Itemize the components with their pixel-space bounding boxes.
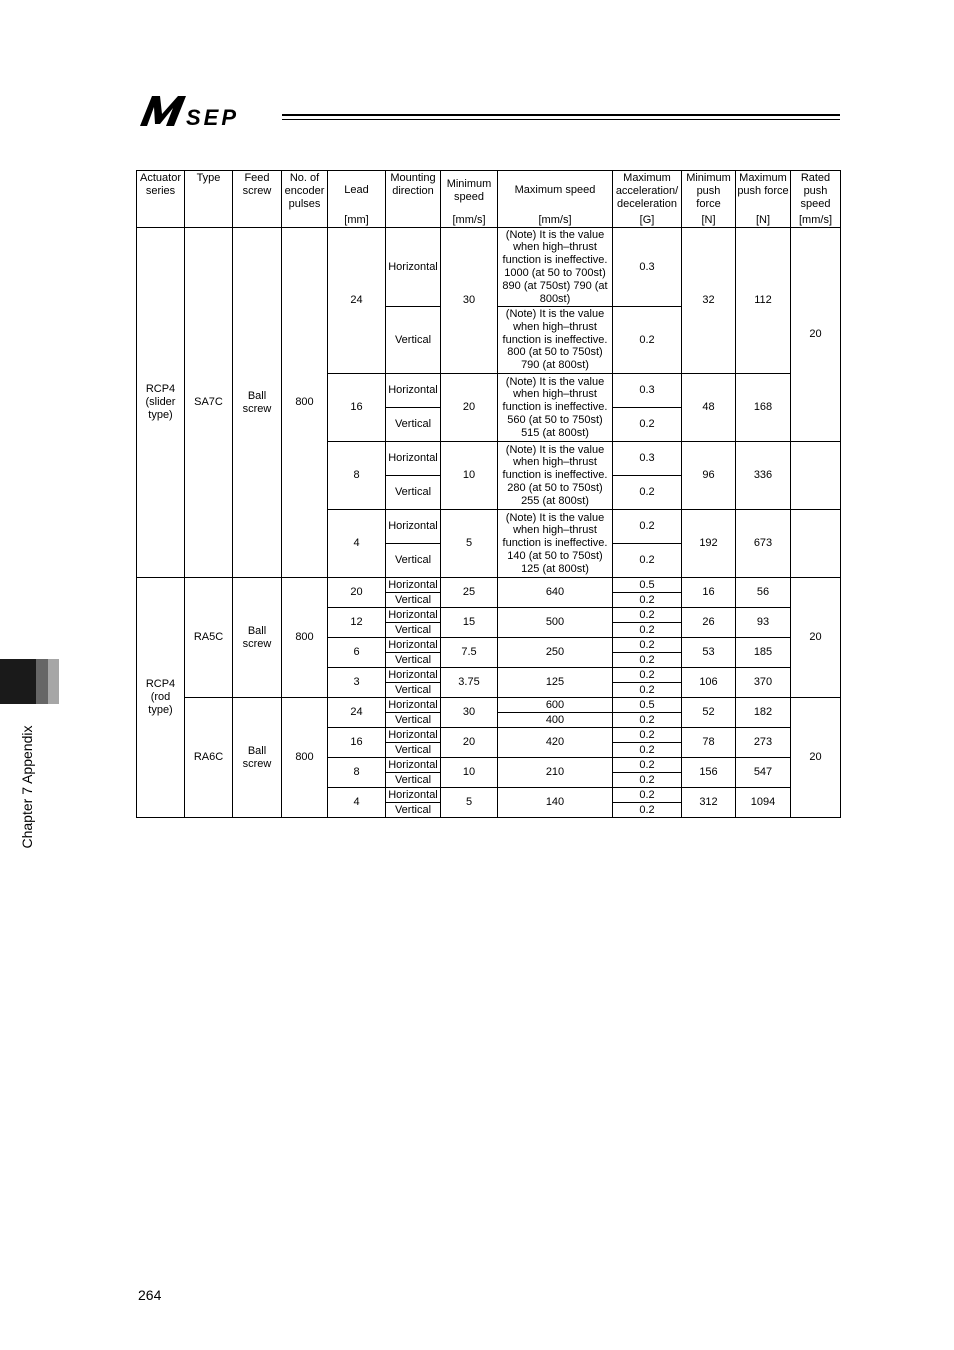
mounting-cell: Vertical — [386, 307, 441, 374]
max-push-cell: 673 — [736, 510, 791, 578]
min-push-cell: 96 — [682, 442, 736, 510]
accel-cell: 0.3 — [613, 228, 682, 307]
accel-cell: 0.2 — [613, 713, 682, 728]
series-cell: RCP4 (slider type) — [137, 228, 185, 578]
msep-logo — [138, 92, 278, 132]
accel-cell: 0.2 — [613, 623, 682, 638]
mounting-cell: Horizontal — [386, 608, 441, 623]
min-push-cell: 52 — [682, 698, 736, 728]
min-push-cell: 48 — [682, 374, 736, 442]
max-speed-cell: (Note) It is the value when high–thrust function is ineffective. 140 (at 50 to 750st) 125 (at 800st) — [498, 510, 613, 578]
type-cell: RA5C — [185, 578, 233, 698]
lead-cell: 20 — [328, 578, 386, 608]
mounting-cell: Horizontal — [386, 510, 441, 544]
header-rated-push: Rated push speed [mm/s] — [791, 171, 841, 228]
series-cell: RCP4 (rod type) — [137, 578, 185, 818]
max-push-cell: 185 — [736, 638, 791, 668]
max-speed-cell: 420 — [498, 728, 613, 758]
type-cell: RA6C — [185, 698, 233, 818]
page-number: 264 — [138, 1287, 162, 1303]
encoder-cell: 800 — [282, 698, 328, 818]
encoder-cell: 800 — [282, 578, 328, 698]
mounting-cell: Horizontal — [386, 442, 441, 476]
rated-push-cell: 20 — [791, 228, 841, 442]
max-push-cell: 1094 — [736, 788, 791, 818]
mounting-cell: Horizontal — [386, 698, 441, 713]
accel-cell: 0.3 — [613, 374, 682, 408]
mounting-cell: Horizontal — [386, 788, 441, 803]
max-speed-cell: (Note) It is the value when high–thrust function is ineffective. 1000 (at 50 to 700st) 890 (at 750st) 790 (at 800st) — [498, 228, 613, 307]
max-push-cell: 370 — [736, 668, 791, 698]
feed-screw-cell: Ball screw — [233, 578, 282, 698]
accel-cell: 0.2 — [613, 788, 682, 803]
accel-cell: 0.2 — [613, 593, 682, 608]
min-push-cell: 106 — [682, 668, 736, 698]
header-max-push: Maximum push force [N] — [737, 172, 789, 227]
header-min-speed: Minimum speed [mm/s] — [441, 171, 498, 228]
max-speed-cell: 140 — [498, 788, 613, 818]
max-push-cell: 547 — [736, 758, 791, 788]
mounting-cell: Vertical — [386, 683, 441, 698]
mounting-cell: Vertical — [386, 773, 441, 788]
actuator-spec-table — [136, 170, 841, 818]
accel-cell: 0.5 — [613, 578, 682, 593]
min-push-cell: 53 — [682, 638, 736, 668]
lead-cell: 24 — [328, 228, 386, 374]
header-max-accel: Maximum acceleration/ deceleration [G] — [613, 171, 682, 228]
lead-cell: 4 — [328, 788, 386, 818]
lead-cell: 3 — [328, 668, 386, 698]
header-rule — [282, 114, 840, 126]
type-cell: SA7C — [185, 228, 233, 578]
table-row — [137, 578, 841, 593]
header-lead: Lead [mm] — [328, 171, 386, 228]
max-push-cell: 168 — [736, 374, 791, 442]
chapter-tab-marker — [0, 659, 59, 704]
accel-cell: 0.2 — [613, 773, 682, 788]
mounting-cell: Horizontal — [386, 728, 441, 743]
rated-push-cell — [791, 510, 841, 578]
min-speed-cell: 20 — [441, 374, 498, 442]
lead-cell: 4 — [328, 510, 386, 578]
min-speed-cell: 30 — [441, 228, 498, 374]
accel-cell: 0.2 — [613, 544, 682, 578]
mounting-cell: Vertical — [386, 593, 441, 608]
max-speed-cell: (Note) It is the value when high–thrust function is ineffective. 800 (at 50 to 750st) 790 (at 800st) — [498, 307, 613, 374]
header-feed-screw: Feed screw — [233, 171, 282, 228]
mounting-cell: Horizontal — [386, 228, 441, 307]
accel-cell: 0.2 — [613, 638, 682, 653]
max-push-cell: 336 — [736, 442, 791, 510]
accel-cell: 0.2 — [613, 510, 682, 544]
accel-cell: 0.3 — [613, 442, 682, 476]
min-speed-cell: 20 — [441, 728, 498, 758]
max-push-cell: 56 — [736, 578, 791, 608]
mounting-cell: Horizontal — [386, 578, 441, 593]
mounting-cell: Horizontal — [386, 758, 441, 773]
chapter-label: Chapter 7 Appendix — [19, 725, 35, 849]
accel-cell: 0.2 — [613, 668, 682, 683]
header-type: Type — [185, 171, 233, 228]
rated-push-cell: 20 — [791, 578, 841, 698]
mounting-cell: Horizontal — [386, 374, 441, 408]
accel-cell: 0.2 — [613, 803, 682, 818]
mounting-cell: Vertical — [386, 743, 441, 758]
min-speed-cell: 30 — [441, 698, 498, 728]
svg-text:SEP: SEP — [186, 105, 240, 130]
feed-screw-cell: Ball screw — [233, 698, 282, 818]
min-speed-cell: 7.5 — [441, 638, 498, 668]
accel-cell: 0.2 — [613, 728, 682, 743]
mounting-cell: Horizontal — [386, 668, 441, 683]
max-push-cell: 182 — [736, 698, 791, 728]
mounting-cell: Vertical — [386, 623, 441, 638]
lead-cell: 24 — [328, 698, 386, 728]
feed-screw-cell: Ball screw — [233, 228, 282, 578]
min-speed-cell: 25 — [441, 578, 498, 608]
max-speed-cell: 640 — [498, 578, 613, 608]
table-row — [137, 698, 841, 713]
max-speed-cell: 125 — [498, 668, 613, 698]
accel-cell: 0.2 — [613, 758, 682, 773]
lead-cell: 6 — [328, 638, 386, 668]
accel-cell: 0.2 — [613, 408, 682, 442]
lead-cell: 16 — [328, 374, 386, 442]
min-push-cell: 312 — [682, 788, 736, 818]
max-speed-cell: 400 — [498, 713, 613, 728]
min-push-cell: 156 — [682, 758, 736, 788]
max-push-cell: 273 — [736, 728, 791, 758]
encoder-cell: 800 — [282, 228, 328, 578]
accel-cell: 0.2 — [613, 683, 682, 698]
accel-cell: 0.2 — [613, 307, 682, 374]
header-mounting-direction: Mounting direction — [386, 171, 441, 228]
max-speed-cell: (Note) It is the value when high–thrust function is ineffective. 560 (at 50 to 750st) 515 (at 800st) — [498, 374, 613, 442]
mounting-cell: Vertical — [386, 408, 441, 442]
min-push-cell: 16 — [682, 578, 736, 608]
header-min-push: Minimum push force [N] — [682, 171, 736, 228]
accel-cell: 0.5 — [613, 698, 682, 713]
min-push-cell: 26 — [682, 608, 736, 638]
lead-cell: 16 — [328, 728, 386, 758]
accel-cell: 0.2 — [613, 476, 682, 510]
min-speed-cell: 10 — [441, 442, 498, 510]
mounting-cell: Horizontal — [386, 638, 441, 653]
lead-cell: 12 — [328, 608, 386, 638]
rated-push-cell — [791, 442, 841, 510]
max-speed-cell: 500 — [498, 608, 613, 638]
max-speed-cell: 600 — [498, 698, 613, 713]
header-max-speed: Maximum speed [mm/s] — [498, 171, 613, 228]
accel-cell: 0.2 — [613, 653, 682, 668]
mounting-cell: Vertical — [386, 803, 441, 818]
max-push-cell: 93 — [736, 608, 791, 638]
table-row — [137, 228, 841, 307]
lead-cell: 8 — [328, 442, 386, 510]
lead-cell: 8 — [328, 758, 386, 788]
accel-cell: 0.2 — [613, 608, 682, 623]
rated-push-cell: 20 — [791, 698, 841, 818]
mounting-cell: Vertical — [386, 544, 441, 578]
max-speed-cell: 250 — [498, 638, 613, 668]
mounting-cell: Vertical — [386, 476, 441, 510]
min-speed-cell: 3.75 — [441, 668, 498, 698]
header-actuator-series: Actuator series — [137, 171, 185, 228]
min-speed-cell: 5 — [441, 510, 498, 578]
min-speed-cell: 15 — [441, 608, 498, 638]
mounting-cell: Vertical — [386, 713, 441, 728]
accel-cell: 0.2 — [613, 743, 682, 758]
max-speed-cell: 210 — [498, 758, 613, 788]
max-speed-cell: (Note) It is the value when high–thrust function is ineffective. 280 (at 50 to 750st) 255 (at 800st) — [498, 442, 613, 510]
header-encoder-pulses: No. of encoder pulses — [282, 171, 328, 228]
min-speed-cell: 10 — [441, 758, 498, 788]
min-push-cell: 78 — [682, 728, 736, 758]
min-speed-cell: 5 — [441, 788, 498, 818]
mounting-cell: Vertical — [386, 653, 441, 668]
min-push-cell: 32 — [682, 228, 736, 374]
max-push-cell: 112 — [736, 228, 791, 374]
min-push-cell: 192 — [682, 510, 736, 578]
